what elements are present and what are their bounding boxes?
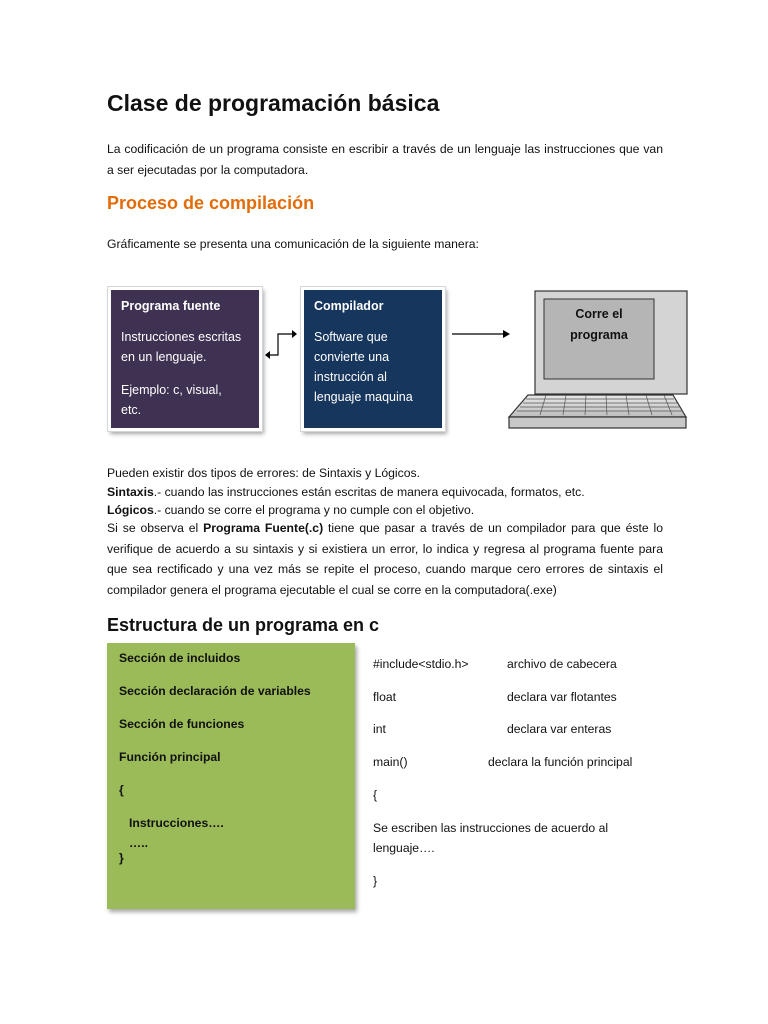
page-title: Clase de programación básica <box>107 90 440 116</box>
structure-item: Instrucciones…. <box>129 816 224 830</box>
code-main-desc: declara la función principal <box>488 755 633 769</box>
structure-item: } <box>119 851 124 865</box>
section-heading-compilation: Proceso de compilación <box>107 193 315 213</box>
right-arrow-icon <box>448 328 512 340</box>
source-program-line: Ejemplo: c, visual, <box>121 383 222 397</box>
errors-section <box>107 464 585 520</box>
structure-item: ….. <box>129 836 148 850</box>
logicos-def: .- cuando se corre el programa y no cumple con el objetivo. <box>153 503 475 517</box>
code-body-line-2: lenguaje…. <box>373 841 435 855</box>
logicos-term: Lógicos <box>107 503 154 517</box>
structure-item: Sección de incluidos <box>119 651 241 665</box>
errors-intro: Pueden existir dos tipos de errores: de Sintaxis y Lógicos. <box>107 466 420 480</box>
code-body-line-1: Se escriben las instrucciones de acuerdo al <box>373 821 609 835</box>
compiler-paragraph <box>107 518 663 600</box>
compiler-box <box>301 287 445 431</box>
code-close-brace: } <box>373 874 378 888</box>
laptop-line-2: programa <box>570 328 628 342</box>
structure-item: Sección de funciones <box>119 717 245 731</box>
structure-item: Sección declaración de variables <box>119 684 311 698</box>
section-heading-structure: Estructura de un programa en c <box>107 615 380 635</box>
section-intro-text: Gráficamente se presenta una comunicación de la siguiente manera: <box>107 237 479 251</box>
source-program-line: Instrucciones escritas <box>121 330 242 344</box>
code-float: float <box>373 690 397 704</box>
compiler-line: Software que <box>314 330 388 344</box>
bidirectional-arrow-icon <box>262 320 298 364</box>
compiler-paragraph-start: Si se observa el <box>107 521 204 535</box>
compiler-paragraph-bold: Programa Fuente(.c) <box>203 521 324 535</box>
intro-paragraph: La codificación de un programa consiste en escribir a través de un lenguaje las instrucciones que van a ser ejecutadas por la computadora. <box>107 142 663 177</box>
code-open-brace: { <box>373 788 378 802</box>
code-float-desc: declara var flotantes <box>507 690 617 704</box>
source-program-title: Programa fuente <box>121 299 221 313</box>
structure-item: { <box>119 783 124 797</box>
compiler-line: lenguaje maquina <box>314 390 413 404</box>
laptop-line-1: Corre el <box>575 307 623 321</box>
source-program-line: etc. <box>121 403 142 417</box>
logicos-line <box>107 501 585 520</box>
code-int: int <box>373 722 386 736</box>
code-int-desc: declara var enteras <box>507 722 612 736</box>
sintaxis-def: .- cuando las instrucciones están escritas de manera equivocada, formatos, etc. <box>153 484 585 499</box>
source-program-box <box>108 287 262 431</box>
compiler-paragraph-rest: tiene que pasar a través de un compilador para que éste lo verifique de acuerdo a su sintaxis y si existiera un error, lo indica y regresa al programa fuente para que sea rectificado y una vez más se repite el proceso, cuando marque cero errores de sintaxis el compilador genera el programa ejecutable el cual se corre en la computadora(.exe) <box>107 521 663 597</box>
source-program-line: en un lenguaje. <box>121 350 207 364</box>
structure-item: Función principal <box>119 750 221 764</box>
compiler-line: instrucción al <box>314 370 387 384</box>
sintaxis-term: Sintaxis <box>107 484 154 499</box>
code-main: main() <box>373 755 408 769</box>
compiler-title: Compilador <box>314 299 384 313</box>
code-include: #include<stdio.h> <box>373 657 469 671</box>
sintaxis-line <box>107 483 585 502</box>
structure-box <box>107 643 355 909</box>
compiler-line: convierte una <box>314 350 390 364</box>
code-include-desc: archivo de cabecera <box>507 657 617 671</box>
laptop-screen-text <box>546 304 652 346</box>
